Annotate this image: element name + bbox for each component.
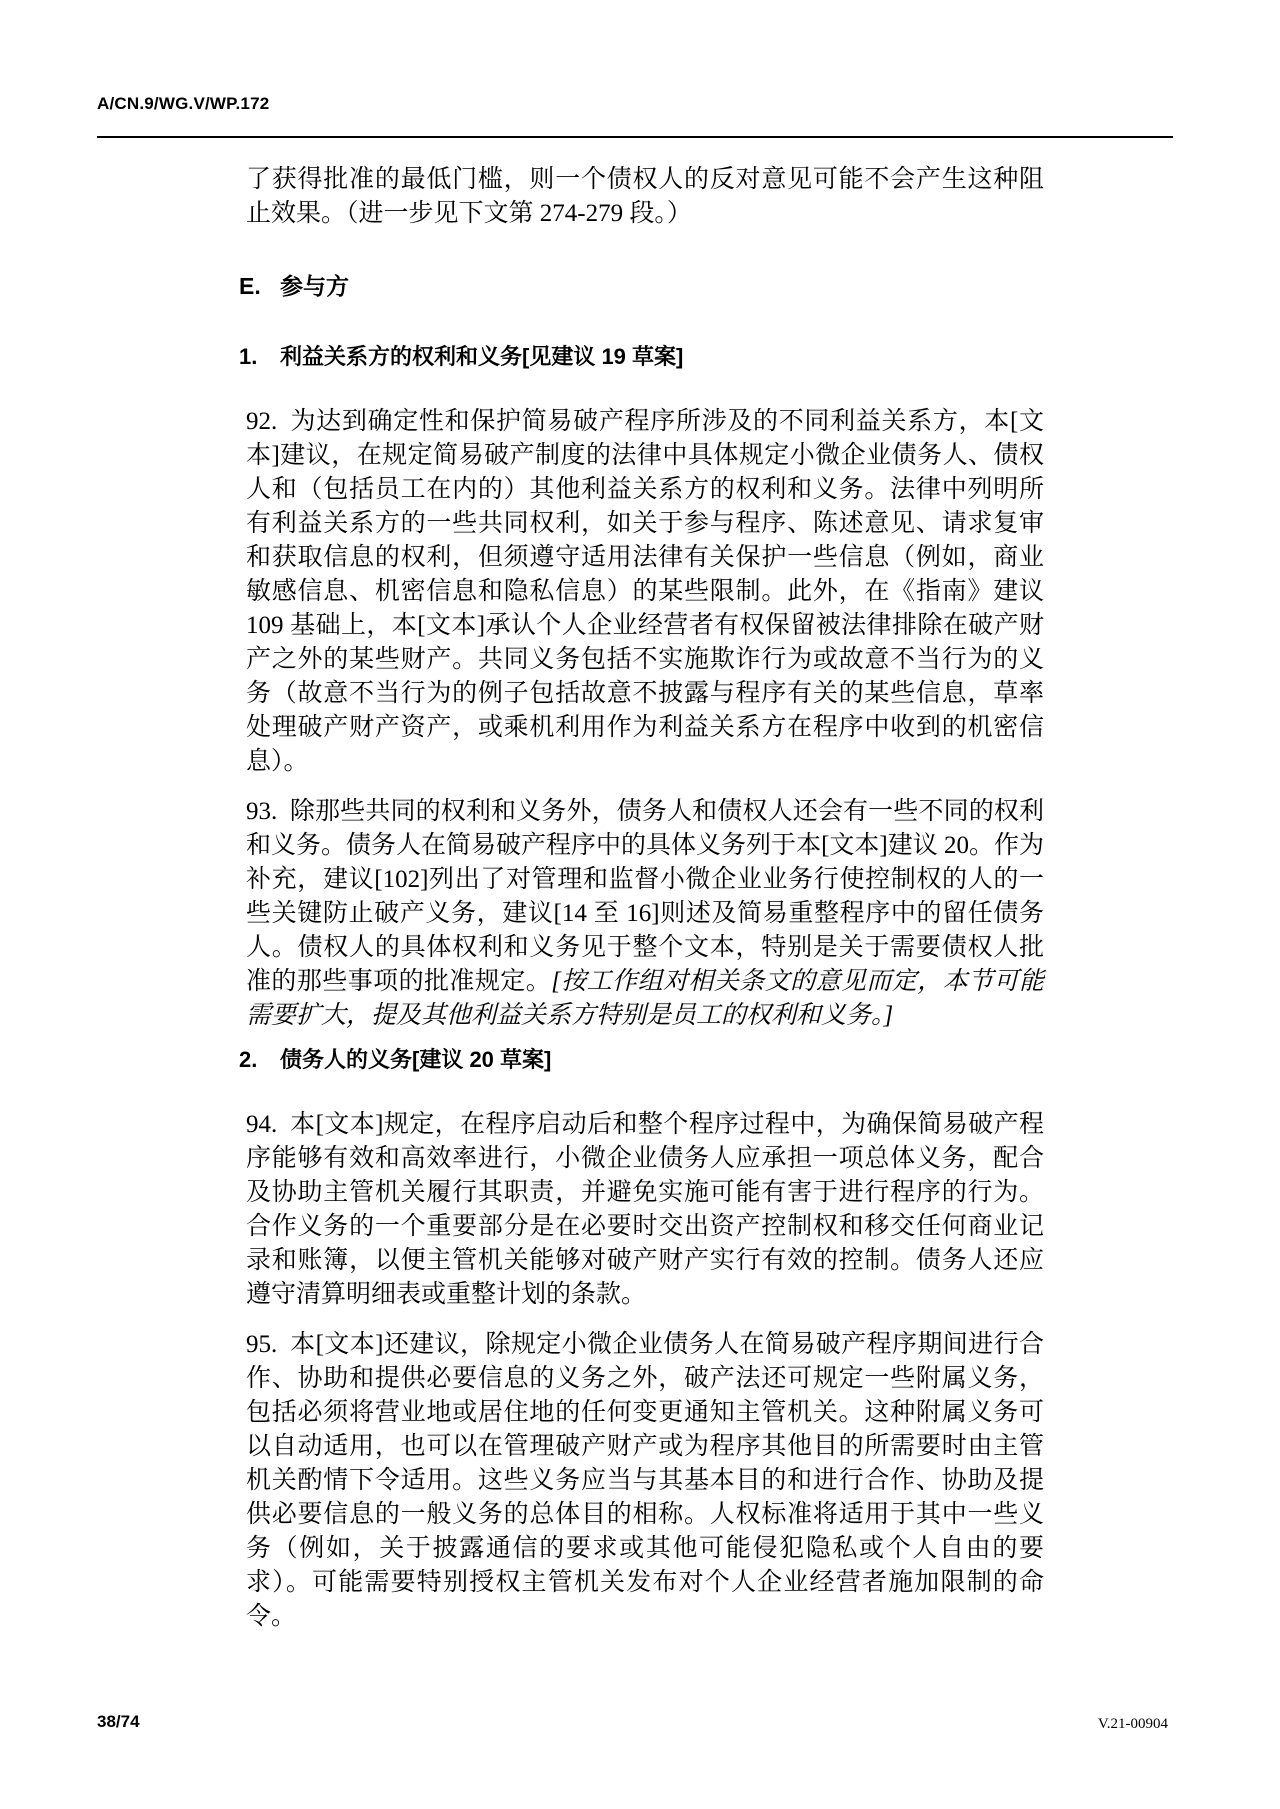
section-e-heading	[239, 270, 1044, 302]
subsection-2-number: 2.	[239, 1047, 258, 1072]
footer-page-number: 38/74	[97, 1712, 140, 1731]
paragraph-93-drafting-note: [按工作组对相关条文的意见而定，本节可能需要扩大，提及其他利益关系方特别是员工的权利和义务。]	[246, 968, 1044, 1029]
subsection-1-title: 利益关系方的权利和义务[见建议 19 草案]	[280, 344, 684, 369]
subsection-2-heading	[239, 1045, 1044, 1075]
carryover-paragraph: 了获得批准的最低门槛，则一个债权人的反对意见可能不会产生这种阻止效果。（进一步见下文第 274-279 段。）	[246, 166, 1044, 227]
subsection-1-number: 1.	[239, 344, 258, 369]
paragraph-92: 92. 为达到确定性和保护简易破产程序所涉及的不同利益关系方，本[文本]建议，在规定简易破产制度的法律中具体规定小微企业债务人、债权人和（包括员工在内的）其他利益关系方的权利和义务。法律中列明所有利益关系方的一些共同权利，如关于参与程序、陈述意见、请求复审和获取信息的权利，但须遵守适用法律有关保护一些信息（例如，商业敏感信息、机密信息和隐私信息）的某些限制。此外，在《指南》建议 109 基础上，本[文本]承认个人企业经营者有权保留被法律排除在破产财产之外的某些财产。共同义务包括不实施欺诈行为或故意不当行为的义务（故意不当行为的例子包括故意不披露与程序有关的某些信息，草率处理破产财产资产，或乘机利用作为利益关系方在程序中收到的机密信息）。	[246, 408, 1044, 775]
document-symbol: A/CN.9/WG.V/WP.172	[97, 94, 270, 113]
subsection-2-title: 债务人的义务[建议 20 草案]	[280, 1047, 552, 1072]
section-title: 参与方	[280, 273, 349, 299]
paragraph-95: 95. 本[文本]还建议，除规定小微企业债务人在简易破产程序期间进行合作、协助和提供必要信息的义务之外，破产法还可规定一些附属义务，包括必须将营业地或居住地的任何变更通知主管机关。这种附属义务可以自动适用，也可以在管理破产财产或为程序其他目的所需要时由主管机关酌情下令适用。这些义务应当与其基本目的和进行合作、协助及提供必要信息的一般义务的总体目的相称。人权标准将适用于其中一些义务（例如，关于披露通信的要求或其他可能侵犯隐私或个人自由的要求）。可能需要特别授权主管机关发布对个人企业经营者施加限制的命令。	[246, 1331, 1044, 1630]
paragraph-93	[246, 795, 1044, 1033]
header-divider	[97, 136, 1173, 138]
subsection-1-heading	[239, 342, 1044, 372]
document-body	[239, 163, 1044, 1634]
paragraph-93-main: 93. 除那些共同的权利和义务外，债务人和债权人还会有一些不同的权利和义务。债务人在简易破产程序中的具体义务列于本[文本]建议 20。作为补充，建议[102]列出了对管理和监督小微企业业务行使控制权的人的一些关键防止破产义务，建议[14 至 16]则述及简易重整程序中的留任债务人。债权人的具体权利和义务见于整个文本，特别是关于需要债权人批准的那些事项的批准规定。	[246, 798, 1044, 995]
paragraph-94: 94. 本[文本]规定，在程序启动后和整个程序过程中，为确保简易破产程序能够有效和高效率进行，小微企业债务人应承担一项总体义务，配合及协助主管机关履行其职责，并避免实施可能有害于进行程序的行为。合作义务的一个重要部分是在必要时交出资产控制权和移交任何商业记录和账簿，以便主管机关能够对破产财产实行有效的控制。债务人还应遵守清算明细表或重整计划的条款。	[246, 1111, 1044, 1308]
footer-document-id: V.21-00904	[1097, 1716, 1168, 1732]
section-number: E.	[239, 273, 261, 299]
